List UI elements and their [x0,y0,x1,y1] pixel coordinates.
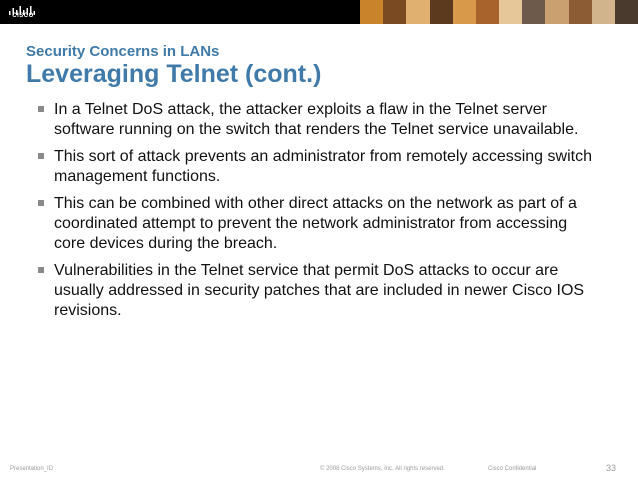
bullet-square-icon [38,153,44,159]
bullet-text: Vulnerabilities in the Telnet service that permit DoS attacks to occur are usually addressed in security patches that are included in newer Cisco IOS revisions. [54,262,585,319]
bullet-item [38,147,598,187]
header-photo [592,0,615,24]
footer-copyright: © 2008 Cisco Systems, Inc. All rights reserved. [320,466,445,472]
header-bar [0,0,638,24]
header-photo [545,0,568,24]
header-photo [522,0,545,24]
header-photo-strip [360,0,638,24]
bullet-square-icon [38,200,44,206]
footer-presentation-id: Presentation_ID [10,466,54,472]
bullet-text: In a Telnet DoS attack, the attacker exploits a flaw in the Telnet server software running on the switch that renders the Telnet service unavailable. [54,101,579,138]
header-photo [430,0,453,24]
logo-text: CISCO [12,13,34,19]
bullet-square-icon [38,267,44,273]
header-photo [499,0,522,24]
header-photo [453,0,476,24]
bullet-item [38,194,598,254]
bullet-item [38,100,598,140]
cisco-logo [6,3,40,21]
bullet-square-icon [38,106,44,112]
header-photo [615,0,638,24]
header-photo [476,0,499,24]
header-photo [569,0,592,24]
footer-confidential: Cisco Confidential [488,466,537,472]
header-photo [406,0,429,24]
bullet-list [38,100,598,328]
bullet-text: This can be combined with other direct attacks on the network as part of a coordinated attempt to prevent the network administrator from accessing core devices during the breach. [54,195,577,252]
header-photo [360,0,383,24]
slide-title: Leveraging Telnet (cont.) [26,60,322,88]
slide-subtitle: Security Concerns in LANs [26,43,220,60]
bullet-item [38,261,598,321]
header-photo [383,0,406,24]
bullet-text: This sort of attack prevents an administrator from remotely accessing switch management functions. [54,148,592,185]
page-number: 33 [606,463,617,473]
